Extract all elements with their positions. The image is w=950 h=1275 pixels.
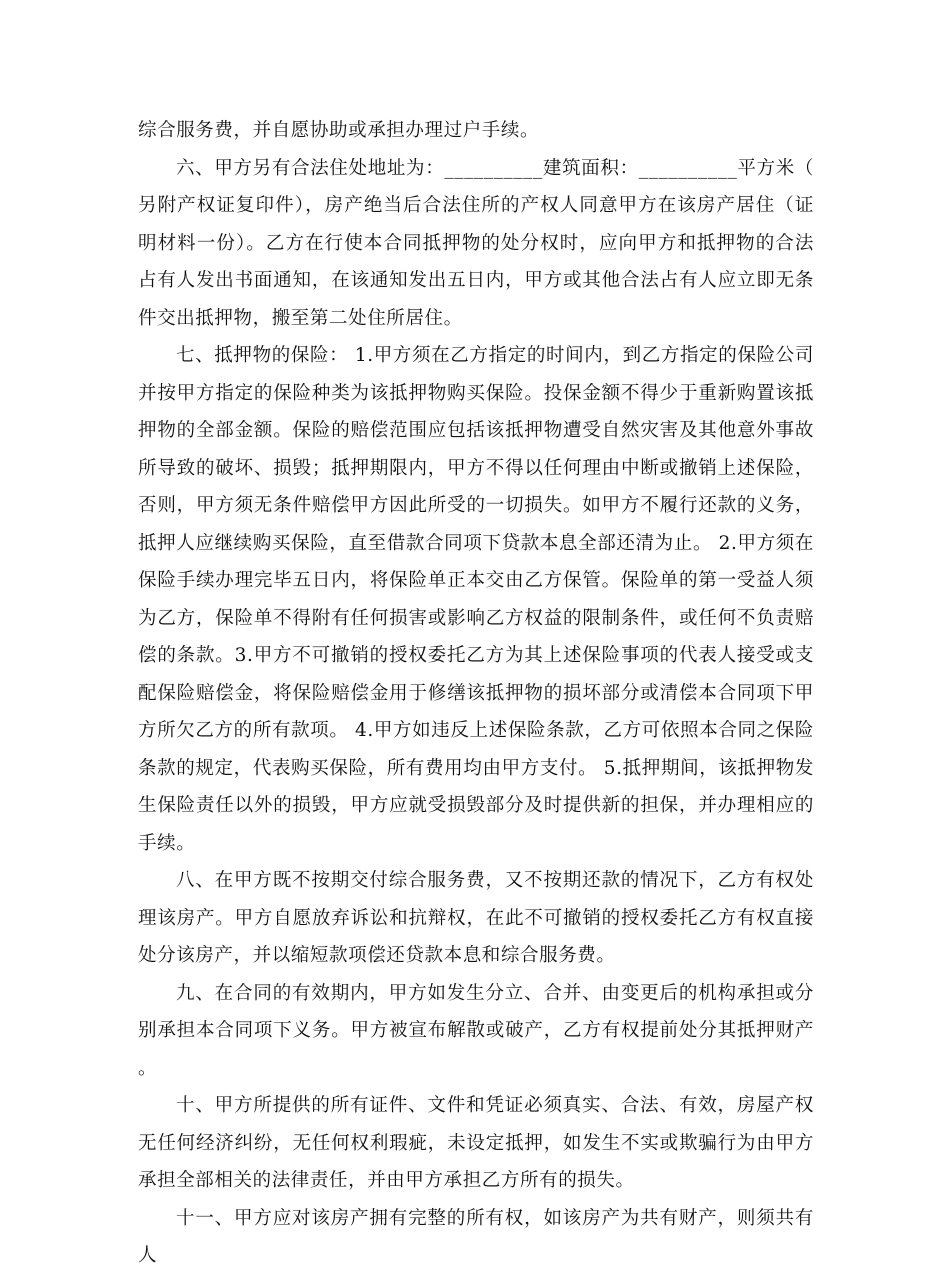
paragraph-clause-11: 十一、甲方应对该房产拥有完整的所有权，如该房产为共有财产，则须共有人 bbox=[138, 1207, 814, 1266]
paragraph-clause-9: 九、在合同的有效期内，甲方如发生分立、合并、由变更后的机构承担或分别承担本合同项下义务。甲方被宣布解散或破产，乙方有权提前处分其抵押财产。 bbox=[138, 982, 814, 1079]
document-body bbox=[138, 112, 814, 1275]
paragraph-continuation: 综合服务费，并自愿协助或承担办理过户手续。 bbox=[138, 120, 540, 141]
paragraph-clause-10: 十、甲方所提供的所有证件、文件和凭证必须真实、合法、有效，房屋产权无任何经济纠纷，无任何权利瑕疵，未设定抵押，如发生不实或欺骗行为由甲方承担全部相关的法律责任，并由甲方承担乙方所有的损失。 bbox=[138, 1095, 814, 1191]
paragraph-clause-8: 八、在甲方既不按期交付综合服务费，又不按期还款的情况下，乙方有权处理该房产。甲方自愿放弃诉讼和抗辩权，在此不可撤销的授权委托乙方有权直接处分该房产，并以缩短款项偿还贷款本息和综合服务费。 bbox=[138, 870, 814, 966]
paragraph-clause-7: 七、抵押物的保险： 1.甲方须在乙方指定的时间内，到乙方指定的保险公司并按甲方指定的保险种类为该抵押物购买保险。投保金额不得少于重新购置该抵押物的全部金额。保险的赔偿范围应包括该抵押物遭受自然灾害及其他意外事故所导致的破坏、损毁；抵押期限内，甲方不得以任何理由中断或撤销上述保险，否则，甲方须无条件赔偿甲方因此所受的一切损失。如甲方不履行还款的义务，抵押人应继续购买保险，直至借款合同项下贷款本息全部还清为止。 2.甲方须在保险手续办理完毕五日内，将保险单正本交由乙方保管。保险单的第一受益人须为乙方，保险单不得附有任何损害或影响乙方权益的限制条件，或任何不负责赔偿的条款。3.甲方不可撤销的授权委托乙方为其上述保险事项的代表人接受或支配保险赔偿金，将保险赔偿金用于修缮该抵押物的损坏部分或清偿本合同项下甲方所欠乙方的所有款项。 4.甲方如违反上述保险条款，乙方可依照本合同之保险条款的规定，代表购买保险，所有费用均由甲方支付。 5.抵押期间，该抵押物发生保险责任以外的损毁，甲方应就受损毁部分及时提供新的担保，并办理相应的手续。 bbox=[138, 345, 814, 854]
paragraph-clause-6: 六、甲方另有合法住处地址为：__________建筑面积：__________平方米（另附产权证复印件），房产绝当后合法住所的产权人同意甲方在该房产居住（证明材料一份）。乙方在行使本合同抵押物的处分权时，应向甲方和抵押物的合法占有人发出书面通知，在该通知发出五日内，甲方或其他合法占有人应立即无条件交出抵押物，搬至第二处住所居住。 bbox=[138, 157, 814, 329]
